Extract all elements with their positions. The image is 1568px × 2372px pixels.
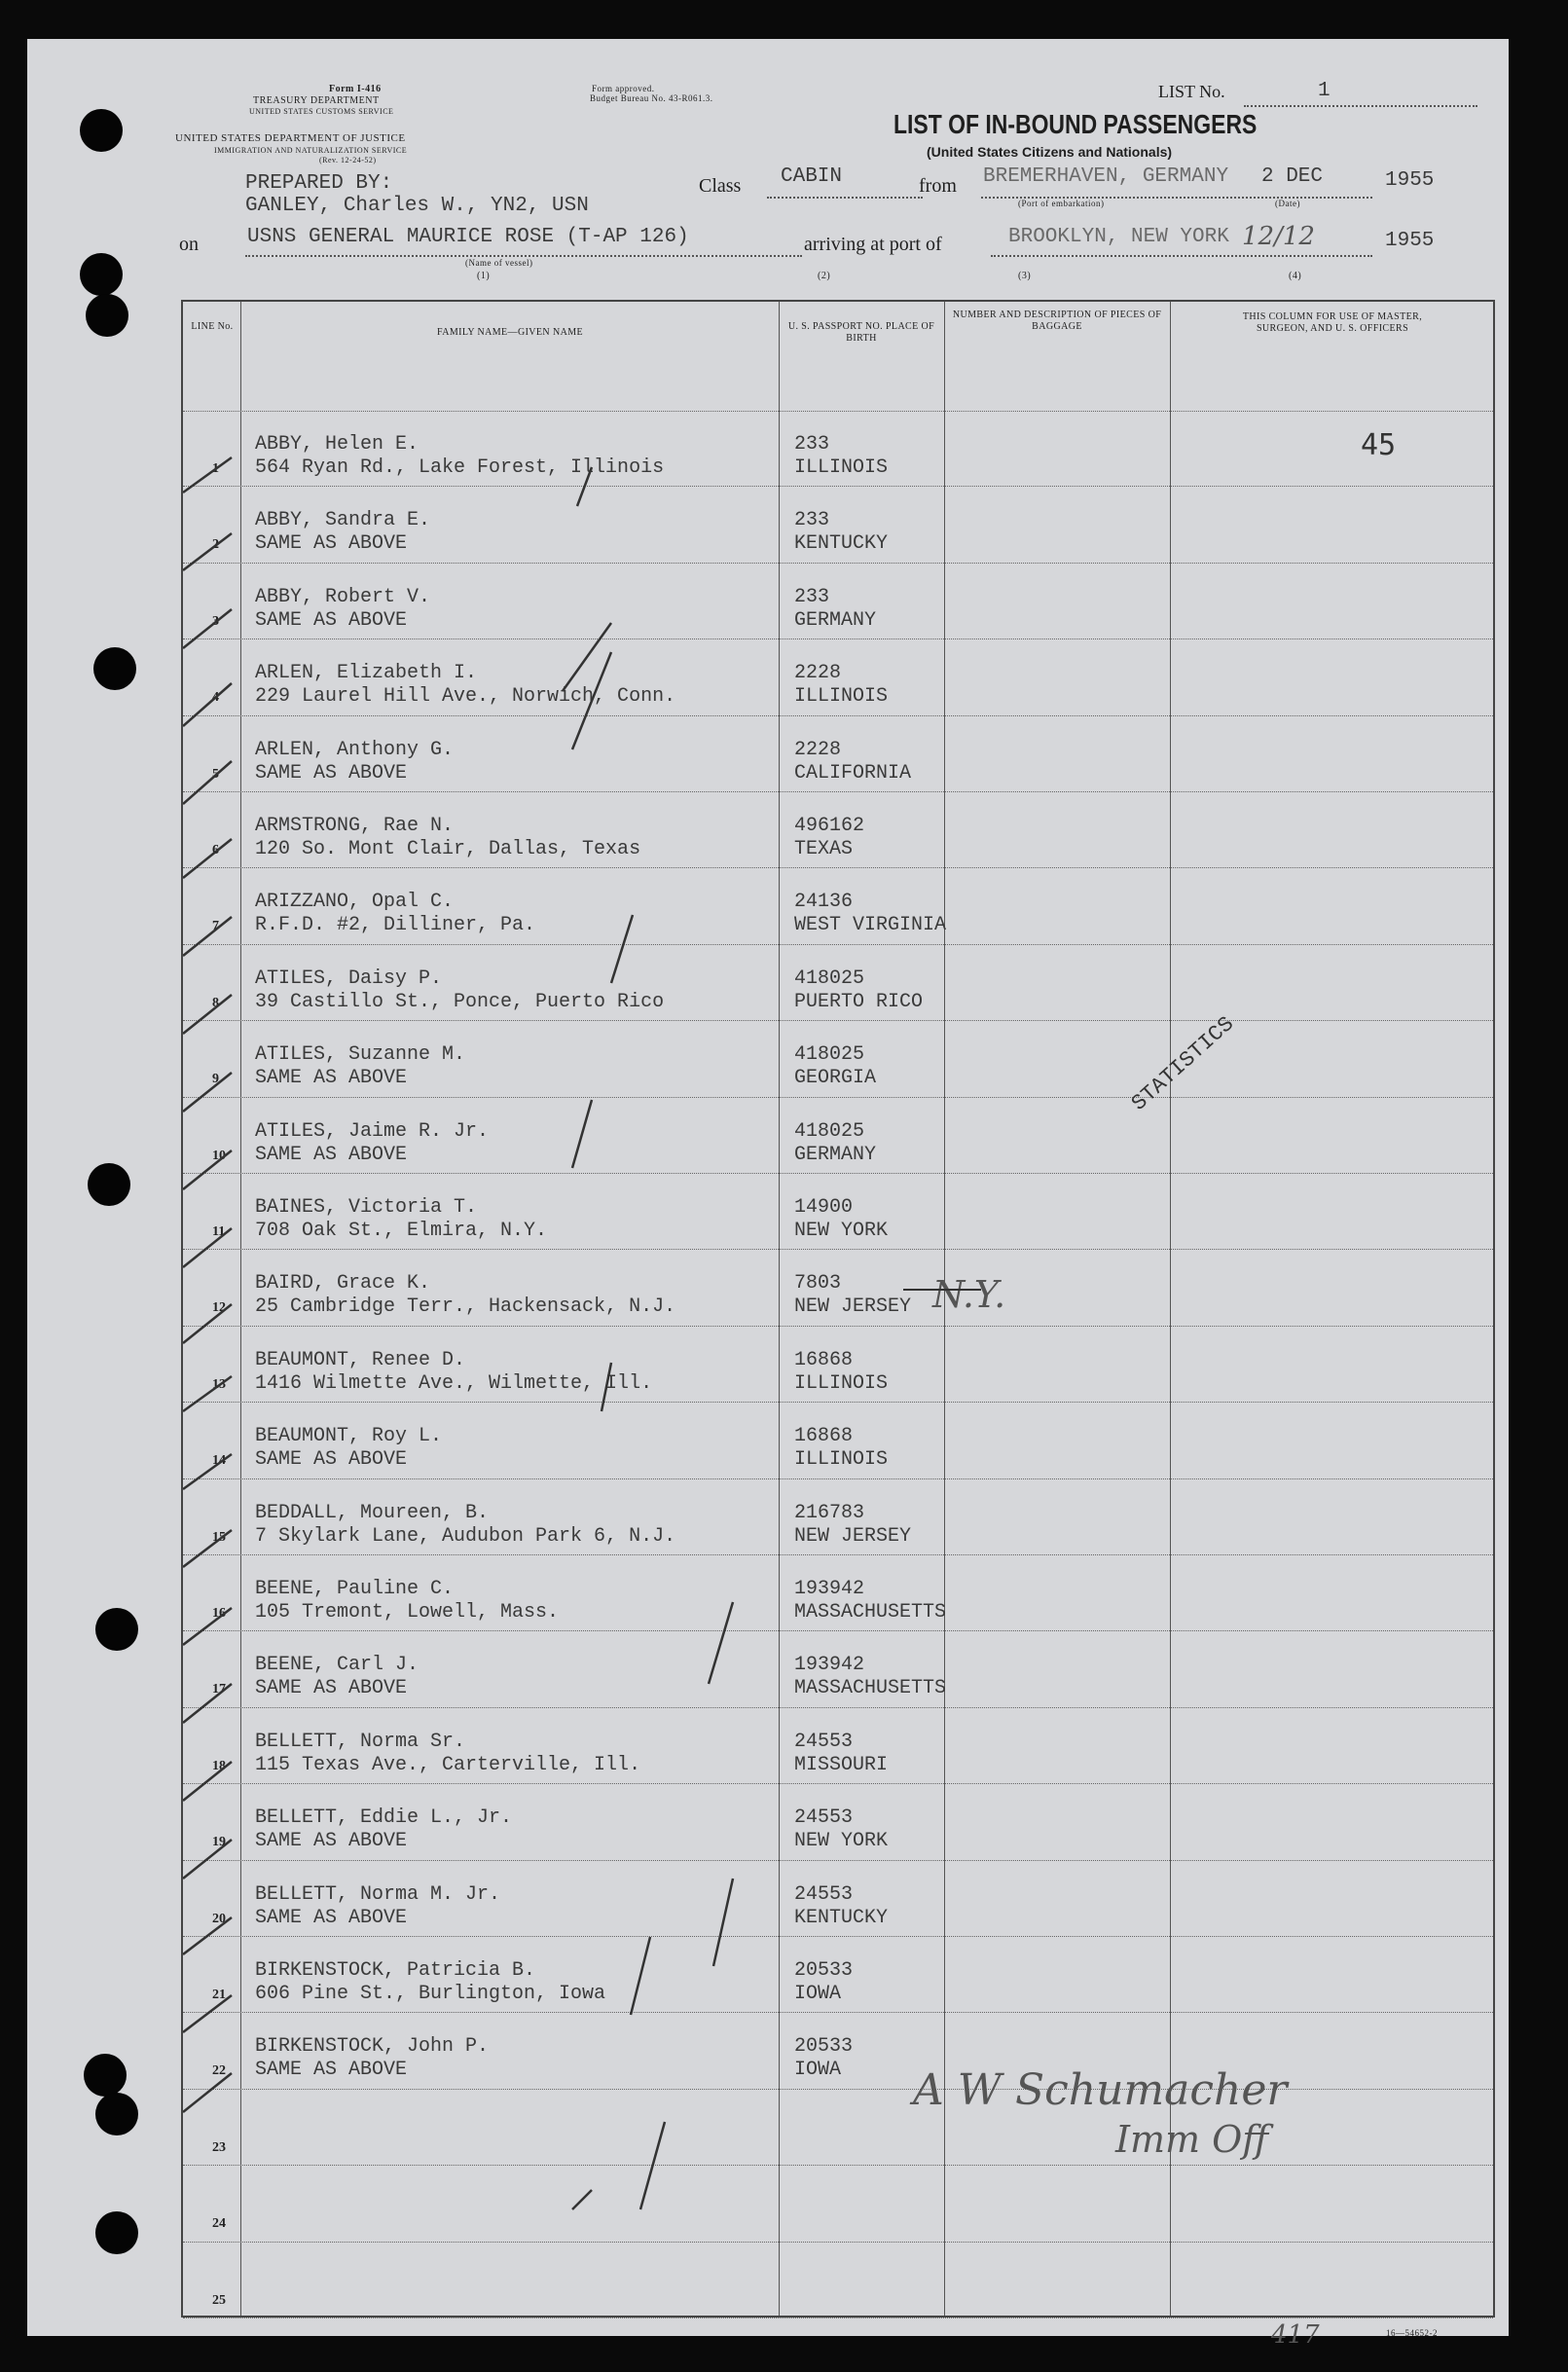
port-caption: (Port of embarkation) [1018,199,1105,208]
passenger-name: BIRKENSTOCK, Patricia B. [255,1959,536,1982]
passenger-name: BEENE, Pauline C. [255,1578,455,1600]
passenger-name: ATILES, Jaime R. Jr. [255,1119,490,1143]
passenger-address: 606 Pine St., Burlington, Iowa [255,1983,606,2005]
arrival-handwritten-date: 12/12 [1242,222,1315,251]
place-of-birth: TEXAS [794,838,854,860]
line-number: 13 [212,1376,226,1392]
col-header-line-no: LINE No. [191,321,234,332]
passenger-address: SAME AS ABOVE [255,1143,408,1166]
punch-hole [86,294,128,337]
place-of-birth: NEW JERSEY [794,1295,912,1319]
table-row [183,1861,1493,1937]
passport-number: 20533 [794,2035,854,2059]
passenger-name: BIRKENSTOCK, John P. [255,2035,490,2059]
place-of-birth: IOWA [794,1983,842,2005]
place-of-birth: NEW YORK [794,1220,889,1242]
ins-label: IMMIGRATION AND NATURALIZATION SERVICE [214,146,408,155]
passport-number: 14900 [794,1196,854,1219]
list-no-label: LIST No. [1158,82,1225,101]
table-row [183,564,1493,639]
place-of-birth: ILLINOIS [794,1448,889,1472]
passport-number: 233 [794,585,830,608]
col-ref-1: (1) [477,271,491,281]
table-row [183,1479,1493,1555]
table-row [183,2243,1493,2318]
passenger-address: 120 So. Mont Clair, Dallas, Texas [255,838,641,860]
passenger-address: SAME AS ABOVE [255,761,408,785]
table-row [183,1098,1493,1174]
form-code: 16—54652-2 [1386,2328,1438,2338]
col-header-baggage: NUMBER AND DESCRIPTION OF PIECES OF BAGGAGE [952,310,1162,332]
table-row [183,2013,1493,2089]
statistics-stamp: STATISTICS [1127,1011,1239,1116]
arrival-year: 1955 [1385,230,1435,252]
table-row [183,1021,1493,1097]
line-number: 21 [212,1988,226,2002]
table-row [183,1403,1493,1478]
punch-hole [95,2093,138,2135]
passenger-address: 39 Castillo St., Ponce, Puerto Rico [255,990,665,1013]
class-value: CABIN [781,165,843,188]
passenger-name: BAINES, Victoria T. [255,1196,478,1219]
place-of-birth: KENTUCKY [794,532,889,556]
passport-number: 418025 [794,1043,865,1067]
passenger-name: ABBY, Robert V. [255,585,431,608]
passport-number: 418025 [794,1119,865,1143]
list-no-value: 1 [1318,80,1331,102]
passport-number: 24553 [794,1806,854,1830]
line-number: 20 [212,1911,226,1926]
justice-label: UNITED STATES DEPARTMENT OF JUSTICE [175,132,406,144]
passenger-name: BEAUMONT, Roy L. [255,1425,443,1448]
passenger-name: BELLETT, Norma Sr. [255,1730,466,1753]
table-row [183,868,1493,944]
passenger-name: BELLETT, Norma M. Jr. [255,1882,501,1906]
passenger-name: ATILES, Suzanne M. [255,1043,466,1067]
col-header-passport: U. S. PASSPORT NO. PLACE OF BIRTH [787,321,935,344]
vessel-caption: (Name of vessel) [465,258,533,268]
line-number: 11 [212,1224,226,1239]
place-of-birth: CALIFORNIA [794,761,912,785]
passenger-address: 229 Laurel Hill Ave., Norwich, Conn. [255,685,676,709]
preparer-name: GANLEY, Charles W., YN2, USN [245,195,589,217]
embarkation-date: 2 DEC [1261,165,1324,188]
passenger-address: 708 Oak St., Elmira, N.Y. [255,1220,548,1242]
passport-number: 193942 [794,1578,865,1600]
passport-number: 24136 [794,891,854,914]
passenger-address: R.F.D. #2, Dilliner, Pa. [255,914,536,937]
line-number: 4 [212,690,219,706]
arriving-label: arriving at port of [804,234,942,255]
passport-number: 24553 [794,1730,854,1753]
passenger-name: BEDDALL, Moureen, B. [255,1501,490,1524]
punch-hole [80,253,123,296]
passenger-name: BEAUMONT, Renee D. [255,1348,466,1371]
passenger-address: SAME AS ABOVE [255,1830,408,1853]
officer-signature: A W Schumacher [913,2065,1288,2115]
line-number: 1 [212,461,219,476]
punch-hole [80,109,123,152]
passport-number: 2228 [794,662,842,685]
prepared-by-label: PREPARED BY: [245,172,393,195]
embarkation-year: 1955 [1385,169,1435,192]
place-of-birth: ILLINOIS [794,1371,889,1395]
place-of-birth: WEST VIRGINIA [794,914,947,937]
table-row [183,2166,1493,2242]
passenger-address: 7 Skylark Lane, Audubon Park 6, N.J. [255,1524,676,1548]
table-row [183,639,1493,715]
place-of-birth: ILLINOIS [794,685,889,709]
line-number: 18 [212,1758,226,1773]
table-row [183,945,1493,1021]
place-of-birth: GEORGIA [794,1067,877,1090]
port-of-embarkation: BREMERHAVEN, GERMANY [983,165,1229,188]
col-header-officers: THIS COLUMN FOR USE OF MASTER, SURGEON, AND U. S. OFFICERS [1242,311,1423,334]
table-row [183,1631,1493,1707]
on-label: on [179,234,199,255]
budget-bureau: Budget Bureau No. 43-R061.3. [590,93,713,103]
punch-hole [93,647,136,690]
punch-hole [95,1608,138,1651]
passenger-table [181,300,1495,2317]
vessel-name: USNS GENERAL MAURICE ROSE (T-AP 126) [247,226,689,248]
port-of-arrival: BROOKLYN, NEW YORK [1008,226,1229,248]
line-number: 19 [212,1835,226,1850]
place-of-birth: GERMANY [794,1143,877,1166]
officer-title-signature: Imm Off [1115,2118,1269,2161]
line-number: 22 [212,2063,226,2079]
table-row [183,1250,1493,1326]
line-number: 9 [212,1072,219,1087]
passenger-name: BAIRD, Grace K. [255,1272,431,1295]
passenger-count: 45 [1361,428,1397,462]
place-of-birth: MISSOURI [794,1753,889,1776]
col-ref-2: (2) [818,271,831,281]
passport-number: 2228 [794,738,842,761]
manifest-sheet [27,39,1509,2350]
rev-label: (Rev. 12-24-52) [319,156,377,164]
line-number: 24 [212,2216,226,2232]
passenger-name: BELLETT, Eddie L., Jr. [255,1806,513,1830]
treasury-label: TREASURY DEPARTMENT [253,95,380,106]
passenger-name: ARLEN, Elizabeth I. [255,662,478,685]
table-row [183,2090,1493,2166]
passenger-name: ARLEN, Anthony G. [255,738,455,761]
form-number: Form I-416 [329,84,382,94]
line-number: 5 [212,766,219,782]
table-row [183,1555,1493,1631]
passport-number: 20533 [794,1959,854,1982]
class-label: Class [699,175,742,197]
line-number: 2 [212,537,219,553]
line-number: 3 [212,613,219,629]
passenger-address: 105 Tremont, Lowell, Mass. [255,1601,560,1624]
passenger-name: ARIZZANO, Opal C. [255,891,455,914]
passenger-address: 1416 Wilmette Ave., Wilmette, Ill. [255,1371,653,1395]
handwritten-correction: N.Y. [932,1273,1006,1316]
line-number: 25 [212,2292,226,2308]
passport-number: 233 [794,509,830,532]
passenger-address: SAME AS ABOVE [255,532,408,556]
line-number: 12 [212,1300,226,1316]
punch-hole [95,2211,138,2254]
date-caption: (Date) [1275,199,1300,208]
document-title: LIST OF IN-BOUND PASSENGERS [893,109,1258,139]
line-number: 8 [212,995,219,1010]
table-row [183,1708,1493,1784]
from-label: from [919,175,957,197]
table-row [183,792,1493,868]
passport-number: 233 [794,433,830,456]
line-number: 7 [212,919,219,934]
punch-hole [84,2054,127,2097]
form-approved: Form approved. [592,84,655,93]
table-row [183,1784,1493,1860]
passenger-address: 115 Texas Ave., Carterville, Ill. [255,1753,641,1776]
col-header-name: FAMILY NAME—GIVEN NAME [436,327,583,338]
line-number: 23 [212,2139,226,2155]
document-subtitle: (United States Citizens and Nationals) [927,144,1173,160]
page-number: 417 [1271,2320,1320,2350]
passport-number: 24553 [794,1882,854,1906]
passenger-address: 25 Cambridge Terr., Hackensack, N.J. [255,1295,676,1319]
table-row [183,1174,1493,1250]
col-ref-4: (4) [1289,271,1302,281]
line-number: 15 [212,1529,226,1545]
line-number: 6 [212,843,219,858]
place-of-birth: NEW JERSEY [794,1524,912,1548]
passenger-address: 564 Ryan Rd., Lake Forest, Illinois [255,456,665,479]
passenger-name: ABBY, Sandra E. [255,509,431,532]
passenger-name: ATILES, Daisy P. [255,967,443,990]
place-of-birth: GERMANY [794,608,877,632]
line-number: 16 [212,1606,226,1621]
place-of-birth: NEW YORK [794,1830,889,1853]
customs-label: UNITED STATES CUSTOMS SERVICE [249,107,394,116]
line-number: 10 [212,1148,226,1163]
passenger-address: SAME AS ABOVE [255,608,408,632]
place-of-birth: KENTUCKY [794,1906,889,1929]
place-of-birth: ILLINOIS [794,456,889,479]
line-number: 17 [212,1682,226,1697]
place-of-birth: MASSACHUSETTS [794,1601,947,1624]
passport-number: 496162 [794,815,865,837]
punch-hole [88,1163,130,1206]
passenger-address: SAME AS ABOVE [255,1067,408,1090]
passenger-address: SAME AS ABOVE [255,2059,408,2082]
passport-number: 16868 [794,1425,854,1448]
place-of-birth: PUERTO RICO [794,990,924,1013]
passport-number: 193942 [794,1654,865,1677]
passport-number: 418025 [794,967,865,990]
passport-number: 16868 [794,1348,854,1371]
col-ref-3: (3) [1018,271,1032,281]
passenger-address: SAME AS ABOVE [255,1448,408,1472]
passenger-address: SAME AS ABOVE [255,1906,408,1929]
passenger-address: SAME AS ABOVE [255,1677,408,1700]
table-row [183,1937,1493,2013]
table-row [183,411,1493,487]
passenger-name: BEENE, Carl J. [255,1654,419,1677]
passenger-name: ARMSTRONG, Rae N. [255,815,455,837]
table-row [183,716,1493,792]
table-row [183,487,1493,563]
place-of-birth: MASSACHUSETTS [794,1677,947,1700]
table-row [183,1327,1493,1403]
passport-number: 7803 [794,1272,842,1295]
passenger-name: ABBY, Helen E. [255,433,419,456]
line-number: 14 [212,1453,226,1469]
place-of-birth: IOWA [794,2059,842,2082]
passport-number: 216783 [794,1501,865,1524]
